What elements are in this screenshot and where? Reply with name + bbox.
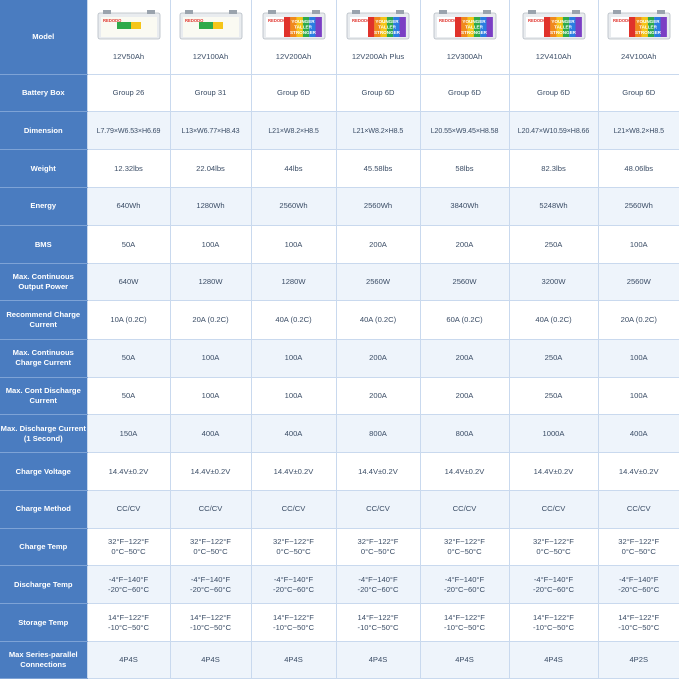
- spec-value: CC/CV: [420, 490, 509, 528]
- spec-value-line: 0°C~50°C: [193, 547, 228, 557]
- spec-value: [87, 604, 170, 641]
- svg-text:REDODO: REDODO: [352, 18, 371, 23]
- spec-value: 200A: [336, 377, 420, 414]
- battery-image: [262, 10, 326, 40]
- spec-value: 82.3lbs: [509, 150, 598, 187]
- spec-value-line: 32°F~122°F: [444, 537, 485, 547]
- spec-value: 1280W: [170, 264, 251, 301]
- spec-value: [251, 528, 336, 565]
- spec-value: 400A: [170, 415, 251, 453]
- spec-value-line: -10°C~50°C: [444, 622, 485, 632]
- spec-value: 5248Wh: [509, 187, 598, 225]
- model-name: 12V200Ah Plus: [351, 52, 405, 61]
- row-max-series-parallel: [0, 641, 679, 678]
- spec-value-line: 0°C~50°C: [447, 547, 482, 557]
- row-battery-box: [0, 74, 679, 111]
- row-max-continuous-charge-current: [0, 339, 679, 377]
- spec-value: [170, 528, 251, 565]
- spec-value-line: 32°F~122°F: [357, 537, 399, 547]
- spec-value: CC/CV: [598, 490, 679, 528]
- spec-value-line: 14°F~122°F: [190, 612, 231, 622]
- spec-value: 1000A: [509, 415, 598, 453]
- battery-image: [433, 10, 497, 40]
- spec-value: L7.79×W6.53×H6.69: [87, 112, 170, 150]
- model-header-cell: [87, 0, 170, 74]
- spec-value-line: 32°F~122°F: [533, 537, 574, 547]
- row-energy: [0, 187, 679, 225]
- model-name: 12V410Ah: [535, 52, 572, 61]
- svg-text:STRONGER: STRONGER: [289, 30, 316, 35]
- spec-value-line: -4°F~140°F: [619, 574, 659, 584]
- spec-value: 45.58lbs: [336, 150, 420, 187]
- spec-value: CC/CV: [336, 490, 420, 528]
- spec-value-line: -20°C~60°C: [273, 584, 314, 594]
- spec-value: 40A (0.2C): [509, 301, 598, 339]
- spec-value: L20.47×W10.59×H8.66: [509, 112, 598, 150]
- model-name: 12V50Ah: [112, 52, 145, 61]
- model-header-cell: [336, 0, 420, 74]
- svg-text:YOUNGER: YOUNGER: [461, 19, 486, 24]
- battery-image: [97, 10, 161, 40]
- spec-value: CC/CV: [251, 490, 336, 528]
- spec-value: 2560Wh: [598, 187, 679, 225]
- spec-value: 14.4V±0.2V: [251, 453, 336, 490]
- spec-value-line: -20°C~60°C: [190, 584, 231, 594]
- spec-value: 100A: [251, 225, 336, 263]
- spec-value: 14.4V±0.2V: [170, 453, 251, 490]
- spec-value: 250A: [509, 225, 598, 263]
- spec-value-line: 14°F~122°F: [273, 612, 314, 622]
- spec-value: CC/CV: [509, 490, 598, 528]
- battery-image: [607, 10, 671, 40]
- battery-image: [179, 10, 243, 40]
- model-header-cell: [598, 0, 679, 74]
- spec-value-line: 0°C~50°C: [276, 547, 311, 557]
- spec-value-line: -20°C~60°C: [618, 584, 660, 594]
- spec-value-line: -4°F~140°F: [190, 574, 231, 584]
- spec-value: Group 6D: [420, 74, 509, 111]
- spec-value: 200A: [420, 377, 509, 414]
- model-header-cell: [251, 0, 336, 74]
- spec-value: 50A: [87, 377, 170, 414]
- spec-value: 800A: [420, 415, 509, 453]
- spec-value: 3200W: [509, 264, 598, 301]
- model-name: 12V300Ah: [446, 52, 483, 61]
- spec-value-line: -4°F~140°F: [273, 574, 314, 584]
- svg-text:STRONGER: STRONGER: [460, 30, 487, 35]
- spec-value: [598, 528, 679, 565]
- spec-value: 40A (0.2C): [251, 301, 336, 339]
- row-label: Weight: [0, 150, 87, 187]
- spec-value: 2560W: [336, 264, 420, 301]
- spec-value: L21×W8.2×H8.5: [598, 112, 679, 150]
- spec-value-line: -4°F~140°F: [533, 574, 574, 584]
- spec-value-line: 0°C~50°C: [111, 547, 146, 557]
- spec-value: 4P4S: [251, 641, 336, 678]
- row-model: [0, 0, 679, 74]
- svg-text:TALLER: TALLER: [293, 24, 312, 30]
- spec-value: L21×W8.2×H8.5: [251, 112, 336, 150]
- model-header-cell: [420, 0, 509, 74]
- spec-value: [598, 566, 679, 604]
- spec-value: 14.4V±0.2V: [420, 453, 509, 490]
- spec-value: 250A: [509, 339, 598, 377]
- spec-value: 200A: [336, 339, 420, 377]
- svg-text:YOUNGER: YOUNGER: [290, 19, 315, 24]
- svg-text:STRONGER: STRONGER: [373, 30, 401, 35]
- spec-value: [251, 604, 336, 641]
- spec-value-line: 0°C~50°C: [360, 547, 396, 557]
- row-dimension: [0, 112, 679, 150]
- model-name: 12V100Ah: [192, 52, 229, 61]
- spec-value: Group 6D: [509, 74, 598, 111]
- spec-value: 100A: [251, 339, 336, 377]
- spec-value: 10A (0.2C): [87, 301, 170, 339]
- spec-value-line: -10°C~50°C: [108, 622, 149, 632]
- spec-value: 400A: [251, 415, 336, 453]
- row-charge-temp: [0, 528, 679, 565]
- svg-text:REDODO: REDODO: [612, 18, 632, 23]
- spec-value: 20A (0.2C): [598, 301, 679, 339]
- battery-image: [522, 10, 586, 40]
- spec-value-line: -4°F~140°F: [108, 574, 149, 584]
- spec-value: 58lbs: [420, 150, 509, 187]
- svg-text:TALLER: TALLER: [553, 24, 572, 30]
- spec-value-line: -10°C~50°C: [533, 622, 574, 632]
- spec-value-line: 0°C~50°C: [621, 547, 656, 557]
- spec-value-line: 14°F~122°F: [444, 612, 485, 622]
- spec-value: [420, 566, 509, 604]
- spec-value: 400A: [598, 415, 679, 453]
- row-label: Storage Temp: [0, 604, 87, 641]
- svg-text:REDODO: REDODO: [527, 18, 546, 23]
- spec-value: 2560W: [420, 264, 509, 301]
- spec-value: 4P4S: [336, 641, 420, 678]
- spec-value: 3840Wh: [420, 187, 509, 225]
- spec-value: 640W: [87, 264, 170, 301]
- svg-text:TALLER: TALLER: [638, 24, 657, 30]
- row-storage-temp: [0, 604, 679, 641]
- spec-value: 100A: [598, 339, 679, 377]
- spec-value: Group 26: [87, 74, 170, 111]
- spec-value: [170, 604, 251, 641]
- row-label: Model: [0, 0, 87, 74]
- svg-text:YOUNGER: YOUNGER: [550, 19, 575, 24]
- svg-text:YOUNGER: YOUNGER: [636, 19, 660, 24]
- spec-value: 50A: [87, 225, 170, 263]
- spec-value-line: -10°C~50°C: [357, 622, 399, 632]
- spec-value: 20A (0.2C): [170, 301, 251, 339]
- row-label: Charge Method: [0, 490, 87, 528]
- row-charge-method: [0, 490, 679, 528]
- model-header-cell: [509, 0, 598, 74]
- spec-value: 2560Wh: [251, 187, 336, 225]
- spec-value: 4P4S: [420, 641, 509, 678]
- battery-image: [346, 10, 410, 40]
- spec-value: Group 6D: [336, 74, 420, 111]
- spec-value: [509, 604, 598, 641]
- spec-value: 4P4S: [170, 641, 251, 678]
- svg-text:TALLER: TALLER: [464, 24, 483, 30]
- spec-value: 50A: [87, 339, 170, 377]
- row-max-cont-discharge-current: [0, 377, 679, 414]
- spec-value: 800A: [336, 415, 420, 453]
- spec-value: 100A: [598, 377, 679, 414]
- spec-value-line: 0°C~50°C: [536, 547, 571, 557]
- spec-value: Group 6D: [598, 74, 679, 111]
- spec-value: [420, 604, 509, 641]
- spec-value-line: -20°C~60°C: [108, 584, 149, 594]
- spec-value-line: -4°F~140°F: [444, 574, 485, 584]
- spec-value-line: -4°F~140°F: [358, 574, 398, 584]
- row-label: Max. Cont Discharge Current: [0, 377, 87, 414]
- row-label: Max Series-parallel Connections: [0, 641, 87, 678]
- spec-value: 44lbs: [251, 150, 336, 187]
- spec-value: [336, 528, 420, 565]
- row-label: Battery Box: [0, 74, 87, 111]
- spec-value: 22.04lbs: [170, 150, 251, 187]
- spec-value: CC/CV: [170, 490, 251, 528]
- spec-value: L20.55×W9.45×H8.58: [420, 112, 509, 150]
- row-label: Energy: [0, 187, 87, 225]
- row-charge-voltage: [0, 453, 679, 490]
- spec-value: 14.4V±0.2V: [87, 453, 170, 490]
- spec-value-line: 14°F~122°F: [108, 612, 149, 622]
- row-label: Max. Discharge Current (1 Second): [0, 415, 87, 453]
- spec-value: [170, 566, 251, 604]
- spec-value-line: 32°F~122°F: [190, 537, 231, 547]
- spec-value: [420, 528, 509, 565]
- spec-value: 4P4S: [509, 641, 598, 678]
- spec-value-line: 14°F~122°F: [533, 612, 574, 622]
- spec-value: Group 6D: [251, 74, 336, 111]
- spec-value: 100A: [251, 377, 336, 414]
- spec-value: 14.4V±0.2V: [336, 453, 420, 490]
- spec-value-line: 14°F~122°F: [357, 612, 399, 622]
- svg-text:YOUNGER: YOUNGER: [375, 19, 399, 24]
- spec-value: [509, 566, 598, 604]
- spec-value: 640Wh: [87, 187, 170, 225]
- spec-value: 4P4S: [87, 641, 170, 678]
- svg-text:TALLER: TALLER: [378, 24, 396, 30]
- row-max-continuous-output-power: [0, 264, 679, 301]
- spec-value: 200A: [336, 225, 420, 263]
- row-max-discharge-current-1s: [0, 415, 679, 453]
- spec-value: 60A (0.2C): [420, 301, 509, 339]
- spec-value: L13×W6.77×H8.43: [170, 112, 251, 150]
- spec-value: [251, 566, 336, 604]
- spec-value: 100A: [598, 225, 679, 263]
- row-label: Max. Continuous Output Power: [0, 264, 87, 301]
- spec-value: 200A: [420, 225, 509, 263]
- spec-value-line: 14°F~122°F: [618, 612, 660, 622]
- row-discharge-temp: [0, 566, 679, 604]
- spec-value-line: 32°F~122°F: [618, 537, 660, 547]
- spec-value: 14.4V±0.2V: [598, 453, 679, 490]
- spec-value: 200A: [420, 339, 509, 377]
- spec-value: CC/CV: [87, 490, 170, 528]
- spec-value: [509, 528, 598, 565]
- spec-value-line: -10°C~50°C: [273, 622, 314, 632]
- spec-value-line: -20°C~60°C: [444, 584, 485, 594]
- spec-value: [598, 604, 679, 641]
- spec-value: 40A (0.2C): [336, 301, 420, 339]
- row-bms: [0, 225, 679, 263]
- row-weight: [0, 150, 679, 187]
- svg-text:STRONGER: STRONGER: [549, 30, 576, 35]
- spec-value-line: -20°C~60°C: [357, 584, 399, 594]
- spec-value-line: -10°C~50°C: [190, 622, 231, 632]
- svg-text:STRONGER: STRONGER: [634, 30, 661, 35]
- spec-value: 14.4V±0.2V: [509, 453, 598, 490]
- spec-value: 12.32lbs: [87, 150, 170, 187]
- spec-value-line: 32°F~122°F: [108, 537, 149, 547]
- svg-text:REDODO: REDODO: [438, 18, 457, 23]
- svg-text:REDODO: REDODO: [267, 18, 286, 23]
- spec-value: 4P2S: [598, 641, 679, 678]
- svg-text:REDODO: REDODO: [184, 18, 203, 23]
- row-label: BMS: [0, 225, 87, 263]
- spec-value: 150A: [87, 415, 170, 453]
- spec-value: 2560W: [598, 264, 679, 301]
- spec-value: 48.06lbs: [598, 150, 679, 187]
- svg-text:REDODO: REDODO: [102, 18, 121, 23]
- spec-value-line: 32°F~122°F: [273, 537, 314, 547]
- spec-value: 250A: [509, 377, 598, 414]
- spec-value: 100A: [170, 225, 251, 263]
- row-label: Charge Voltage: [0, 453, 87, 490]
- row-label: Max. Continuous Charge Current: [0, 339, 87, 377]
- row-label: Dimension: [0, 112, 87, 150]
- spec-value: 100A: [170, 339, 251, 377]
- spec-value: [336, 604, 420, 641]
- spec-value: 1280W: [251, 264, 336, 301]
- spec-value: L21×W8.2×H8.5: [336, 112, 420, 150]
- spec-value: [336, 566, 420, 604]
- row-recommend-charge-current: [0, 301, 679, 339]
- model-header-cell: [170, 0, 251, 74]
- spec-value: 100A: [170, 377, 251, 414]
- model-name: 24V100Ah: [621, 52, 657, 61]
- spec-value: 2560Wh: [336, 187, 420, 225]
- model-name: 12V200Ah: [275, 52, 312, 61]
- spec-value: 1280Wh: [170, 187, 251, 225]
- row-label: Recommend Charge Current: [0, 301, 87, 339]
- spec-value-line: -10°C~50°C: [618, 622, 660, 632]
- row-label: Discharge Temp: [0, 566, 87, 604]
- spec-value: [87, 566, 170, 604]
- spec-value: [87, 528, 170, 565]
- spec-value: Group 31: [170, 74, 251, 111]
- row-label: Charge Temp: [0, 528, 87, 565]
- spec-value-line: -20°C~60°C: [533, 584, 574, 594]
